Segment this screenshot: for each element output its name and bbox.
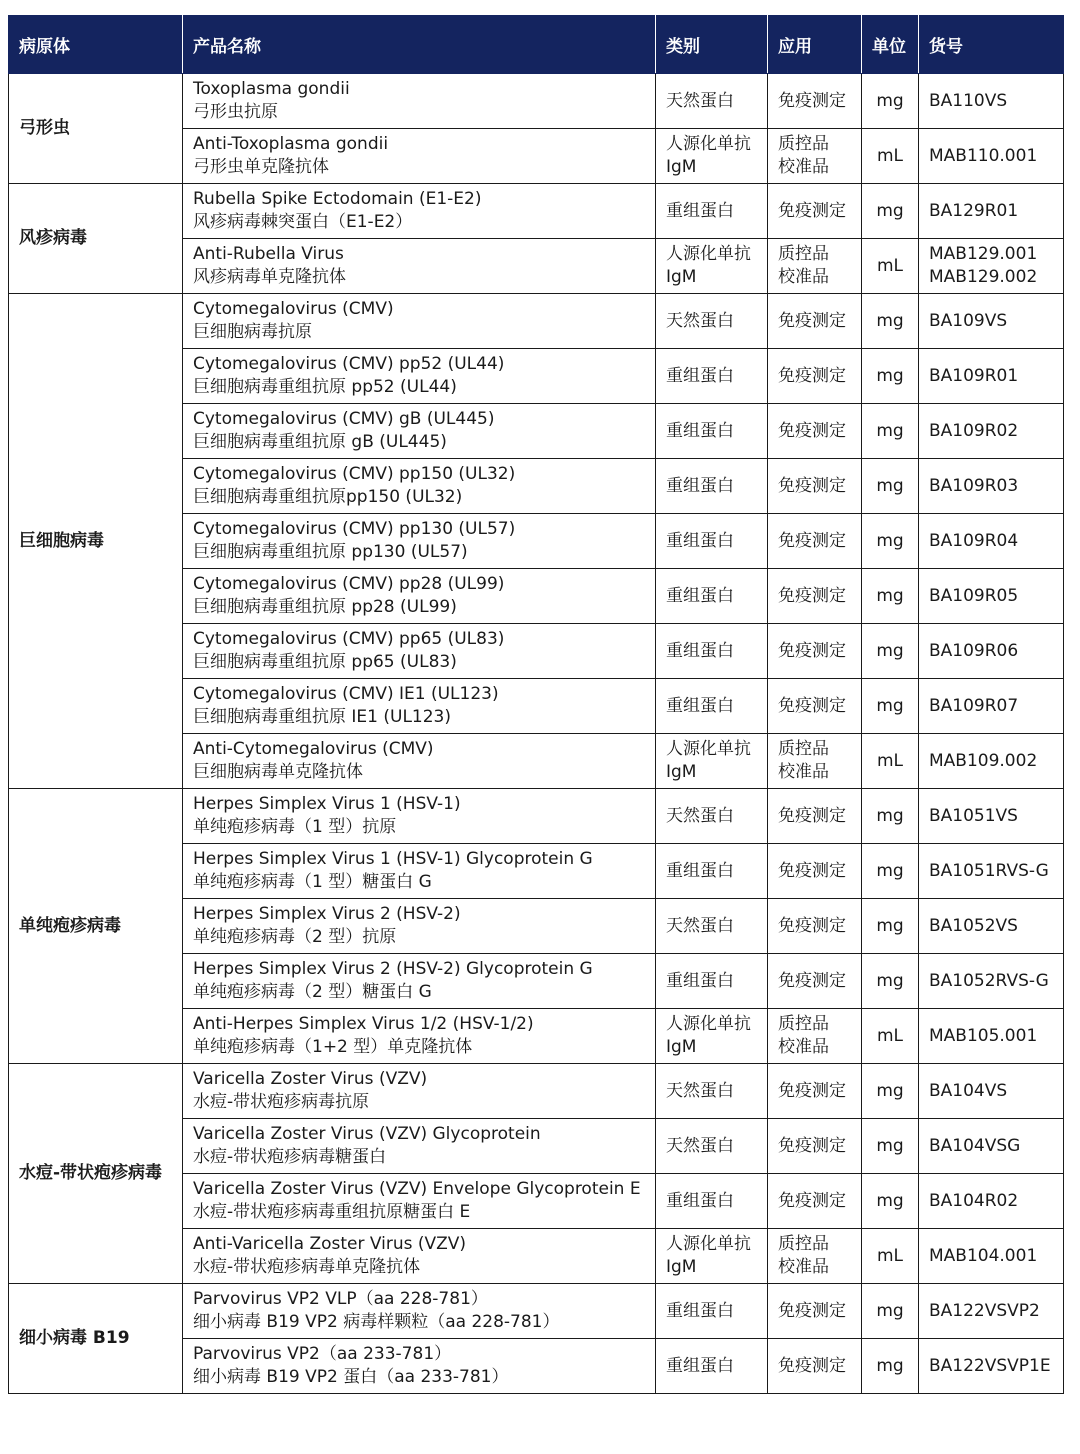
category-text: 重组蛋白 [666, 695, 734, 716]
application-text: 免疫测定 [778, 805, 846, 826]
product-name-cn: 水痘-带状疱疹病毒单克隆抗体 [193, 1257, 421, 1277]
product-name-en: Herpes Simplex Virus 1 (HSV-1) Glycoprotein G [193, 849, 593, 869]
product-name-cell [183, 844, 656, 899]
catalog-number-cell [919, 1284, 1064, 1339]
catalog-number-cell [919, 184, 1064, 239]
product-name-en: Herpes Simplex Virus 2 (HSV-2) [193, 904, 461, 924]
category-cell [656, 789, 768, 844]
category-cell [656, 459, 768, 514]
catalog-number-text: BA122VSVP2 [929, 1300, 1040, 1321]
product-name-cn: 巨细胞病毒重组抗原 IE1 (UL123) [193, 707, 452, 727]
product-name-en: Anti-Cytomegalovirus (CMV) [193, 739, 434, 759]
header-category: 类别 [656, 16, 768, 74]
catalog-number-cell [919, 679, 1064, 734]
application-cell [768, 954, 862, 1009]
header-product-name: 产品名称 [183, 16, 656, 74]
catalog-number-text: BA109R04 [929, 530, 1019, 551]
application-cell [768, 1229, 862, 1284]
unit-cell: mg [862, 569, 919, 624]
application-cell [768, 294, 862, 349]
category-cell [656, 734, 768, 789]
catalog-number-text: BA109R07 [929, 695, 1019, 716]
product-name-en: Cytomegalovirus (CMV) [193, 299, 394, 319]
category-cell [656, 1119, 768, 1174]
unit-cell: mg [862, 899, 919, 954]
application-text: 校准品 [778, 1037, 829, 1057]
application-text: 免疫测定 [778, 200, 846, 221]
table-header [9, 16, 1064, 74]
category-text: 天然蛋白 [666, 1135, 734, 1156]
catalog-number-cell [919, 569, 1064, 624]
application-text: 免疫测定 [778, 310, 846, 331]
product-name-en: Varicella Zoster Virus (VZV) Envelope Glycoprotein E [193, 1179, 641, 1199]
application-cell [768, 1284, 862, 1339]
application-text: 质控品 [778, 134, 829, 154]
product-name-cn: 单纯疱疹病毒（1 型）糖蛋白 G [193, 872, 432, 892]
category-text: 重组蛋白 [666, 475, 734, 496]
product-name-cell [183, 74, 656, 129]
unit-cell: mg [862, 349, 919, 404]
application-text: 免疫测定 [778, 585, 846, 606]
category-cell [656, 239, 768, 294]
catalog-number-text: BA110VS [929, 90, 1008, 111]
application-cell [768, 789, 862, 844]
product-name-en: Cytomegalovirus (CMV) pp28 (UL99) [193, 574, 505, 594]
application-text: 免疫测定 [778, 365, 846, 386]
product-name-en: Parvovirus VP2 VLP（aa 228-781） [193, 1289, 488, 1309]
table-row [9, 789, 1064, 844]
category-text: IgM [666, 267, 697, 287]
category-cell [656, 129, 768, 184]
table-body [9, 74, 1064, 1394]
category-text: 重组蛋白 [666, 860, 734, 881]
application-text: 免疫测定 [778, 530, 846, 551]
application-text: 免疫测定 [778, 1080, 846, 1101]
product-name-cn: 巨细胞病毒重组抗原pp150 (UL32) [193, 487, 463, 507]
product-name-en: Rubella Spike Ectodomain (E1-E2) [193, 189, 482, 209]
catalog-number-cell [919, 954, 1064, 1009]
category-cell [656, 899, 768, 954]
catalog-number-text: BA109R05 [929, 585, 1019, 606]
product-name-en: Anti-Herpes Simplex Virus 1/2 (HSV-1/2) [193, 1014, 534, 1034]
application-cell [768, 1119, 862, 1174]
unit-cell: mL [862, 1009, 919, 1064]
catalog-number-cell [919, 899, 1064, 954]
header-catalog-number: 货号 [919, 16, 1064, 74]
category-text: 重组蛋白 [666, 200, 734, 221]
product-name-cn: 巨细胞病毒重组抗原 gB (UL445) [193, 432, 447, 452]
category-text: IgM [666, 157, 697, 177]
category-cell [656, 624, 768, 679]
category-cell [656, 514, 768, 569]
catalog-number-text: BA104VSG [929, 1135, 1021, 1156]
application-cell [768, 74, 862, 129]
unit-cell: mL [862, 734, 919, 789]
catalog-number-cell [919, 1119, 1064, 1174]
unit-cell: mg [862, 679, 919, 734]
product-name-cell [183, 129, 656, 184]
product-name-cn: 巨细胞病毒重组抗原 pp130 (UL57) [193, 542, 468, 562]
product-name-cell [183, 789, 656, 844]
application-cell [768, 1064, 862, 1119]
application-cell [768, 899, 862, 954]
category-cell [656, 954, 768, 1009]
application-text: 免疫测定 [778, 640, 846, 661]
product-name-cell [183, 1119, 656, 1174]
product-name-cell [183, 1009, 656, 1064]
application-cell [768, 459, 862, 514]
product-name-en: Cytomegalovirus (CMV) IE1 (UL123) [193, 684, 499, 704]
product-name-cell [183, 1174, 656, 1229]
unit-cell: mg [862, 1119, 919, 1174]
unit-cell: mg [862, 789, 919, 844]
product-name-cn: 巨细胞病毒单克隆抗体 [193, 762, 363, 782]
unit-cell: mg [862, 459, 919, 514]
product-name-en: Anti-Rubella Virus [193, 244, 344, 264]
application-cell [768, 679, 862, 734]
catalog-number-text: BA122VSVP1E [929, 1355, 1051, 1376]
product-name-cell [183, 1284, 656, 1339]
category-cell [656, 74, 768, 129]
product-name-cn: 风疹病毒棘突蛋白（E1-E2） [193, 212, 413, 232]
product-name-en: Cytomegalovirus (CMV) pp65 (UL83) [193, 629, 505, 649]
category-text: IgM [666, 1257, 697, 1277]
application-text: 免疫测定 [778, 90, 846, 111]
category-cell [656, 404, 768, 459]
product-name-cell [183, 1064, 656, 1119]
product-name-cn: 巨细胞病毒重组抗原 pp52 (UL44) [193, 377, 457, 397]
product-name-en: Cytomegalovirus (CMV) pp130 (UL57) [193, 519, 516, 539]
product-name-cn: 巨细胞病毒重组抗原 pp28 (UL99) [193, 597, 457, 617]
product-name-cn: 细小病毒 B19 VP2 病毒样颗粒（aa 228-781） [193, 1312, 560, 1332]
unit-cell: mL [862, 239, 919, 294]
category-text: 重组蛋白 [666, 970, 734, 991]
catalog-number-cell [919, 514, 1064, 569]
application-text: 免疫测定 [778, 695, 846, 716]
category-text: 天然蛋白 [666, 1080, 734, 1101]
product-name-en: Herpes Simplex Virus 2 (HSV-2) Glycoprotein G [193, 959, 593, 979]
category-text: 天然蛋白 [666, 310, 734, 331]
category-text: IgM [666, 762, 697, 782]
category-text: 重组蛋白 [666, 585, 734, 606]
unit-cell: mg [862, 844, 919, 899]
category-text: 重组蛋白 [666, 640, 734, 661]
application-text: 校准品 [778, 762, 829, 782]
header-pathogen: 病原体 [9, 16, 183, 74]
application-cell [768, 404, 862, 459]
unit-cell: mg [862, 624, 919, 679]
pathogen-cell: 弓形虫 [9, 74, 183, 184]
catalog-number-text: BA1052VS [929, 915, 1018, 936]
unit-cell: mg [862, 404, 919, 459]
application-cell [768, 1339, 862, 1394]
category-text: 重组蛋白 [666, 1190, 734, 1211]
product-name-cell [183, 734, 656, 789]
unit-cell: mg [862, 74, 919, 129]
product-name-cell [183, 569, 656, 624]
pathogen-cell: 巨细胞病毒 [9, 294, 183, 789]
catalog-number-text: MAB104.001 [929, 1245, 1038, 1266]
product-name-cell [183, 294, 656, 349]
category-cell [656, 1009, 768, 1064]
catalog-number-text: BA129R01 [929, 200, 1019, 221]
unit-cell: mg [862, 1284, 919, 1339]
catalog-number-text: BA109R03 [929, 475, 1019, 496]
catalog-number-cell [919, 844, 1064, 899]
application-text: 免疫测定 [778, 475, 846, 496]
product-name-cell [183, 899, 656, 954]
product-name-cn: 单纯疱疹病毒（2 型）抗原 [193, 927, 397, 947]
product-name-cn: 水痘-带状疱疹病毒重组抗原糖蛋白 E [193, 1202, 471, 1222]
product-name-cn: 弓形虫抗原 [193, 102, 278, 122]
unit-cell: mg [862, 294, 919, 349]
header-application: 应用 [768, 16, 862, 74]
product-name-cell [183, 514, 656, 569]
product-name-en: Anti-Toxoplasma gondii [193, 134, 389, 154]
category-text: 天然蛋白 [666, 805, 734, 826]
category-text: 重组蛋白 [666, 365, 734, 386]
category-cell [656, 679, 768, 734]
catalog-number-text: BA104R02 [929, 1190, 1019, 1211]
category-text: 人源化单抗 [666, 244, 751, 264]
product-name-cell [183, 349, 656, 404]
category-text: 人源化单抗 [666, 1234, 751, 1254]
category-cell [656, 1064, 768, 1119]
category-text: 重组蛋白 [666, 1300, 734, 1321]
catalog-number-cell [919, 404, 1064, 459]
product-name-cell [183, 1229, 656, 1284]
catalog-number-text: BA1051RVS-G [929, 860, 1049, 881]
product-name-en: Cytomegalovirus (CMV) gB (UL445) [193, 409, 495, 429]
catalog-number-cell [919, 129, 1064, 184]
category-cell [656, 1174, 768, 1229]
catalog-number-text: BA109R02 [929, 420, 1019, 441]
application-cell [768, 569, 862, 624]
catalog-number-cell [919, 459, 1064, 514]
catalog-number-text: BA109R06 [929, 640, 1019, 661]
catalog-number-cell [919, 1009, 1064, 1064]
product-name-cn: 单纯疱疹病毒（1 型）抗原 [193, 817, 397, 837]
application-text: 免疫测定 [778, 860, 846, 881]
product-table [8, 15, 1064, 1394]
unit-cell: mg [862, 954, 919, 1009]
catalog-number-text: BA104VS [929, 1080, 1008, 1101]
category-cell [656, 1339, 768, 1394]
catalog-number-text: MAB110.001 [929, 145, 1038, 166]
application-cell [768, 514, 862, 569]
product-name-en: Varicella Zoster Virus (VZV) [193, 1069, 428, 1089]
catalog-number-cell [919, 1174, 1064, 1229]
category-cell [656, 1284, 768, 1339]
application-text: 校准品 [778, 157, 829, 177]
product-name-cell [183, 459, 656, 514]
application-cell [768, 239, 862, 294]
catalog-number-text: MAB129.002 [929, 267, 1038, 287]
table-row [9, 74, 1064, 129]
product-name-en: Anti-Varicella Zoster Virus (VZV) [193, 1234, 467, 1254]
category-text: 人源化单抗 [666, 1014, 751, 1034]
catalog-number-text: MAB105.001 [929, 1025, 1038, 1046]
catalog-number-cell [919, 349, 1064, 404]
catalog-number-cell [919, 294, 1064, 349]
application-text: 免疫测定 [778, 970, 846, 991]
unit-cell: mg [862, 514, 919, 569]
application-text: 校准品 [778, 267, 829, 287]
application-cell [768, 1009, 862, 1064]
product-name-cell [183, 624, 656, 679]
catalog-number-text: MAB109.002 [929, 750, 1038, 771]
product-name-cn: 水痘-带状疱疹病毒糖蛋白 [193, 1147, 387, 1167]
application-text: 质控品 [778, 739, 829, 759]
unit-cell: mL [862, 129, 919, 184]
category-cell [656, 569, 768, 624]
catalog-number-cell [919, 1229, 1064, 1284]
unit-cell: mL [862, 1229, 919, 1284]
catalog-number-cell [919, 1339, 1064, 1394]
product-name-cn: 水痘-带状疱疹病毒抗原 [193, 1092, 370, 1112]
product-name-en: Cytomegalovirus (CMV) pp150 (UL32) [193, 464, 516, 484]
catalog-number-text: BA1052RVS-G [929, 970, 1049, 991]
category-text: IgM [666, 1037, 697, 1057]
product-name-cell [183, 239, 656, 294]
catalog-number-cell [919, 239, 1064, 294]
product-name-en: Toxoplasma gondii [193, 79, 350, 99]
product-name-cn: 巨细胞病毒重组抗原 pp65 (UL83) [193, 652, 457, 672]
category-text: 重组蛋白 [666, 1355, 734, 1376]
product-name-cell [183, 404, 656, 459]
unit-cell: mg [862, 184, 919, 239]
table-row [9, 1064, 1064, 1119]
category-cell [656, 294, 768, 349]
product-table-container [8, 15, 1063, 1394]
catalog-number-text: BA1051VS [929, 805, 1018, 826]
category-text: 人源化单抗 [666, 134, 751, 154]
product-name-cell [183, 954, 656, 1009]
catalog-number-text: BA109R01 [929, 365, 1019, 386]
category-cell [656, 349, 768, 404]
application-text: 免疫测定 [778, 915, 846, 936]
application-cell [768, 844, 862, 899]
table-header-row [9, 16, 1064, 74]
product-name-cn: 细小病毒 B19 VP2 蛋白（aa 233-781） [193, 1367, 509, 1387]
application-cell [768, 1174, 862, 1229]
category-cell [656, 844, 768, 899]
application-cell [768, 734, 862, 789]
category-text: 天然蛋白 [666, 915, 734, 936]
product-name-cn: 单纯疱疹病毒（1+2 型）单克隆抗体 [193, 1037, 473, 1057]
application-text: 免疫测定 [778, 420, 846, 441]
unit-cell: mg [862, 1174, 919, 1229]
unit-cell: mg [862, 1339, 919, 1394]
unit-cell: mg [862, 1064, 919, 1119]
product-name-cn: 巨细胞病毒抗原 [193, 322, 312, 342]
application-cell [768, 349, 862, 404]
application-cell [768, 184, 862, 239]
product-name-en: Herpes Simplex Virus 1 (HSV-1) [193, 794, 461, 814]
product-name-cell [183, 679, 656, 734]
category-cell [656, 1229, 768, 1284]
application-text: 免疫测定 [778, 1300, 846, 1321]
application-text: 免疫测定 [778, 1135, 846, 1156]
table-row [9, 184, 1064, 239]
product-name-cn: 弓形虫单克隆抗体 [193, 157, 329, 177]
catalog-number-cell [919, 74, 1064, 129]
application-text: 免疫测定 [778, 1355, 846, 1376]
product-name-en: Cytomegalovirus (CMV) pp52 (UL44) [193, 354, 505, 374]
product-name-en: Parvovirus VP2（aa 233-781） [193, 1344, 452, 1364]
table-row [9, 1284, 1064, 1339]
application-text: 质控品 [778, 244, 829, 264]
category-text: 重组蛋白 [666, 420, 734, 441]
application-cell [768, 129, 862, 184]
pathogen-cell: 水痘-带状疱疹病毒 [9, 1064, 183, 1284]
product-name-en: Varicella Zoster Virus (VZV) Glycoprotein [193, 1124, 541, 1144]
table-row [9, 294, 1064, 349]
product-name-cn: 风疹病毒单克隆抗体 [193, 267, 346, 287]
application-text: 质控品 [778, 1234, 829, 1254]
catalog-number-cell [919, 624, 1064, 679]
catalog-number-text: BA109VS [929, 310, 1008, 331]
application-text: 校准品 [778, 1257, 829, 1277]
category-text: 天然蛋白 [666, 90, 734, 111]
category-cell [656, 184, 768, 239]
application-text: 质控品 [778, 1014, 829, 1034]
pathogen-cell: 单纯疱疹病毒 [9, 789, 183, 1064]
catalog-number-cell [919, 1064, 1064, 1119]
application-text: 免疫测定 [778, 1190, 846, 1211]
pathogen-cell: 细小病毒 B19 [9, 1284, 183, 1394]
product-name-cn: 单纯疱疹病毒（2 型）糖蛋白 G [193, 982, 432, 1002]
catalog-number-cell [919, 789, 1064, 844]
application-cell [768, 624, 862, 679]
header-unit: 单位 [862, 16, 919, 74]
product-name-cell [183, 1339, 656, 1394]
catalog-number-text: MAB129.001 [929, 244, 1038, 264]
product-name-cell [183, 184, 656, 239]
category-text: 人源化单抗 [666, 739, 751, 759]
catalog-number-cell [919, 734, 1064, 789]
pathogen-cell: 风疹病毒 [9, 184, 183, 294]
category-text: 重组蛋白 [666, 530, 734, 551]
